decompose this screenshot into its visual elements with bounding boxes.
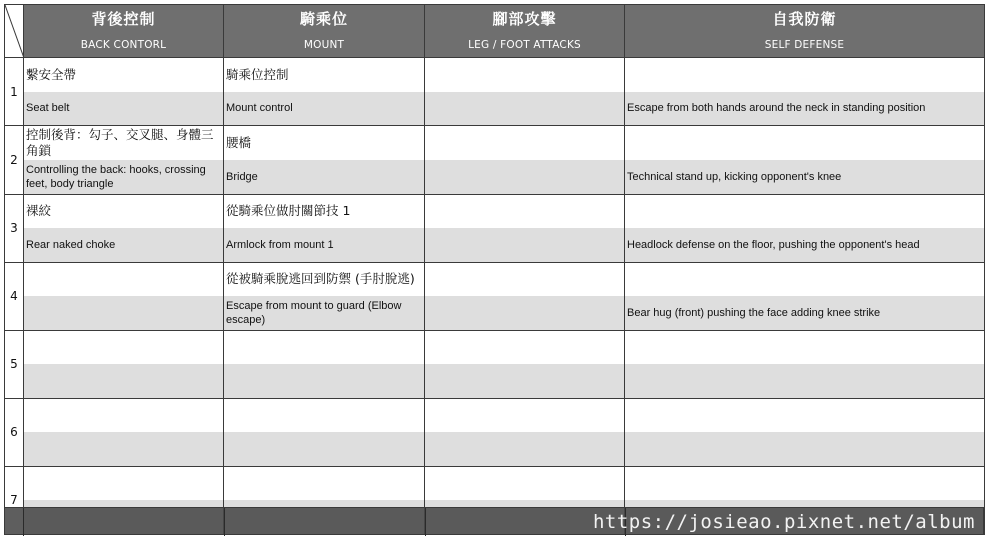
row-number: 6 [5, 398, 24, 466]
cell-text-zh [625, 210, 984, 212]
watermark-bar [4, 507, 984, 535]
cell-back-zh [24, 466, 224, 500]
diagonal-divider [5, 5, 24, 58]
column-divider [23, 508, 24, 536]
table-row [5, 466, 985, 500]
cell-text-zh: 從騎乘位做肘關節技 1 [226, 203, 351, 219]
cell-leg-en [425, 92, 625, 126]
cell-self-zh [625, 466, 985, 500]
cell-text-zh: 腰橋 [226, 135, 252, 150]
cell-back-en [24, 160, 224, 194]
row-number: 7 [5, 466, 24, 534]
header-back-control [24, 5, 224, 58]
cell-text-zh: 控制後背：勾子、交叉腿、身體三角鎖 [26, 127, 214, 158]
cell-text-en: Headlock defense on the floor, pushing the opponent's head [627, 238, 920, 251]
row-number: 2 [5, 126, 24, 195]
cell-text-en: Seat belt [26, 102, 70, 115]
corner-cell [5, 5, 24, 58]
watermark-url: https://josieao.pixnet.net/album [592, 511, 975, 533]
cell-text-en: Technical stand up, kicking opponent's knee [627, 170, 842, 183]
cell-text-en [425, 107, 624, 109]
cell-mount-zh [224, 398, 425, 432]
cell-self-zh [625, 262, 985, 296]
cell-self-zh [625, 194, 985, 228]
cell-self-en [625, 364, 985, 398]
header-en: BACK CONTORL [80, 39, 167, 51]
cell-text-en: Bridge [226, 170, 258, 183]
header-mount [224, 5, 425, 58]
cell-back-en [24, 364, 224, 398]
header-zh: 腳部攻擊 [492, 10, 557, 28]
cell-leg-en [425, 160, 625, 194]
cell-text-zh [425, 142, 624, 144]
header-zh: 背後控制 [91, 10, 156, 28]
cell-text-zh [425, 278, 624, 280]
cell-mount-en [224, 296, 425, 330]
header-en: LEG / FOOT ATTACKS [468, 39, 581, 51]
cell-mount-en [224, 228, 425, 262]
cell-leg-en [425, 228, 625, 262]
table-row [5, 398, 985, 432]
cell-leg-en [425, 432, 625, 466]
row-number: 5 [5, 330, 24, 398]
cell-self-en [625, 296, 985, 330]
cell-self-en [625, 92, 985, 126]
cell-text-zh: 從被騎乘脫逃回到防禦 (手肘脫逃) [226, 271, 415, 287]
cell-mount-zh [224, 262, 425, 296]
cell-back-zh [24, 262, 224, 296]
cell-self-en [625, 228, 985, 262]
cell-back-zh [24, 398, 224, 432]
cell-back-en [24, 92, 224, 126]
cell-text-zh [425, 74, 624, 76]
cell-self-zh [625, 330, 985, 364]
header-zh: 自我防衛 [772, 10, 837, 28]
cell-text-zh [425, 210, 624, 212]
cell-self-en [625, 432, 985, 466]
cell-self-zh [625, 126, 985, 161]
header-en: SELF DEFENSE [764, 39, 845, 51]
cell-text-en: Escape from mount to guard (Elbow escape) [226, 299, 402, 326]
table-row [5, 330, 985, 364]
cell-text-en: Mount control [226, 102, 293, 115]
cell-back-zh [24, 58, 224, 92]
cell-leg-zh [425, 398, 625, 432]
header-row [5, 5, 985, 58]
cell-text-en: Rear naked choke [26, 238, 116, 251]
table-row [5, 194, 985, 228]
curriculum-table [4, 4, 985, 535]
row-number: 4 [5, 262, 24, 330]
header-self-defense [625, 5, 985, 58]
row-number: 3 [5, 194, 24, 262]
cell-self-en [625, 160, 985, 194]
cell-text-en [425, 312, 624, 314]
cell-leg-zh [425, 262, 625, 296]
table-row [5, 92, 985, 126]
cell-self-zh [625, 398, 985, 432]
table-row [5, 262, 985, 296]
table-row [5, 432, 985, 466]
cell-mount-en [224, 432, 425, 466]
cell-text-zh [625, 278, 984, 280]
table-row [5, 228, 985, 262]
cell-text-en [425, 176, 624, 178]
cell-mount-en [224, 92, 425, 126]
cell-leg-zh [425, 194, 625, 228]
cell-text-zh [625, 74, 984, 76]
cell-text-en: Escape from both hands around the neck in standing position [627, 102, 926, 115]
cell-back-zh [24, 194, 224, 228]
cell-back-en [24, 296, 224, 330]
cell-back-zh [24, 126, 224, 161]
cell-mount-en [224, 160, 425, 194]
table-row [5, 58, 985, 92]
cell-mount-zh [224, 126, 425, 161]
column-divider [425, 508, 426, 536]
cell-leg-zh [425, 330, 625, 364]
table-row [5, 160, 985, 194]
cell-text-zh: 騎乘位控制 [226, 66, 289, 82]
cell-text-zh [625, 142, 984, 144]
header-leg-foot-attacks [425, 5, 625, 58]
cell-text-en: Armlock from mount 1 [226, 238, 334, 251]
cell-mount-zh [224, 194, 425, 228]
cell-leg-zh [425, 126, 625, 161]
table-row [5, 126, 985, 161]
row-number: 1 [5, 58, 24, 126]
cell-text-zh: 裸絞 [26, 203, 52, 219]
cell-mount-zh [224, 58, 425, 92]
cell-leg-en [425, 296, 625, 330]
table-row [5, 296, 985, 330]
cell-leg-zh [425, 466, 625, 500]
cell-mount-zh [224, 330, 425, 364]
cell-text-zh [24, 278, 223, 280]
header-zh: 騎乘位 [299, 10, 348, 28]
cell-mount-zh [224, 466, 425, 500]
cell-back-en [24, 432, 224, 466]
cell-back-en [24, 228, 224, 262]
header-en: MOUNT [303, 39, 345, 51]
cell-leg-zh [425, 58, 625, 92]
cell-mount-en [224, 364, 425, 398]
cell-leg-en [425, 364, 625, 398]
table-row [5, 364, 985, 398]
column-divider [224, 508, 225, 536]
cell-text-en: Bear hug (front) pushing the face adding knee strike [627, 306, 881, 319]
cell-text-en: Controlling the back: hooks, crossing feet, body triangle [26, 163, 206, 190]
cell-text-en [425, 244, 624, 246]
cell-text-zh: 繫安全帶 [26, 66, 77, 82]
cell-text-en [24, 312, 223, 314]
cell-self-zh [625, 58, 985, 92]
cell-back-zh [24, 330, 224, 364]
